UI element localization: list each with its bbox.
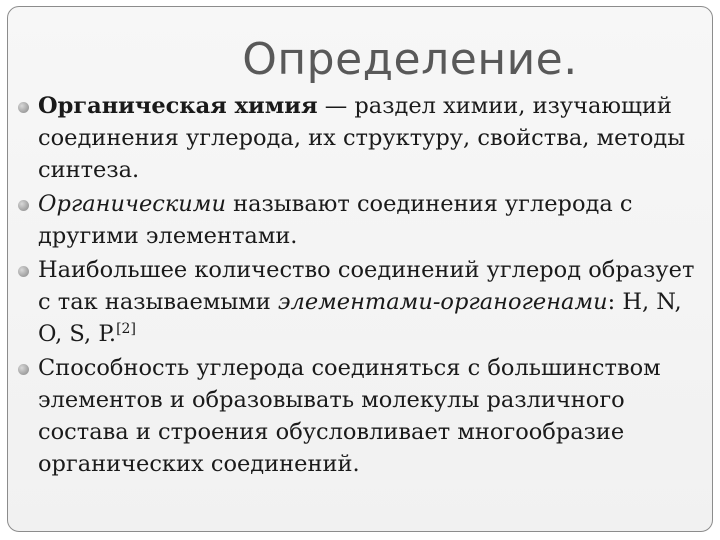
term-organic-chemistry: Органическая химия [38,93,318,119]
definition-text: называют соединения углерода с другими элементами. [38,191,633,249]
bullet-dot-icon [18,200,29,211]
bullet-dot-icon [18,266,29,277]
statement-text: Наибольшее количество соединений углерод образует с так называемыми [38,257,695,315]
bullet-organogens [18,254,708,350]
bullet-dot-icon [18,364,29,375]
bullet-organic-compounds [18,188,708,252]
term-organogens: элементами-органогенами [277,289,608,315]
elements-list: : H, N, O, S, P. [38,289,682,347]
bullet-organic-chemistry [18,90,708,186]
em-dash: — [317,93,355,119]
definition-text: раздел химии, изучающий соединения углерода, их структуру, свойства, методы синтеза. [38,93,686,183]
slide-title: Определение. [242,34,578,85]
statement-text: Способность углерода соединяться с большинством элементов и образовывать молекулы различного состава и строения обусловливает многообразие органических соединений. [38,355,661,477]
bullet-dot-icon [18,102,29,113]
slide-content [18,90,708,482]
bullet-diversity [18,352,708,480]
term-organic: Органическими [38,191,226,217]
reference-mark: [2] [116,321,136,337]
